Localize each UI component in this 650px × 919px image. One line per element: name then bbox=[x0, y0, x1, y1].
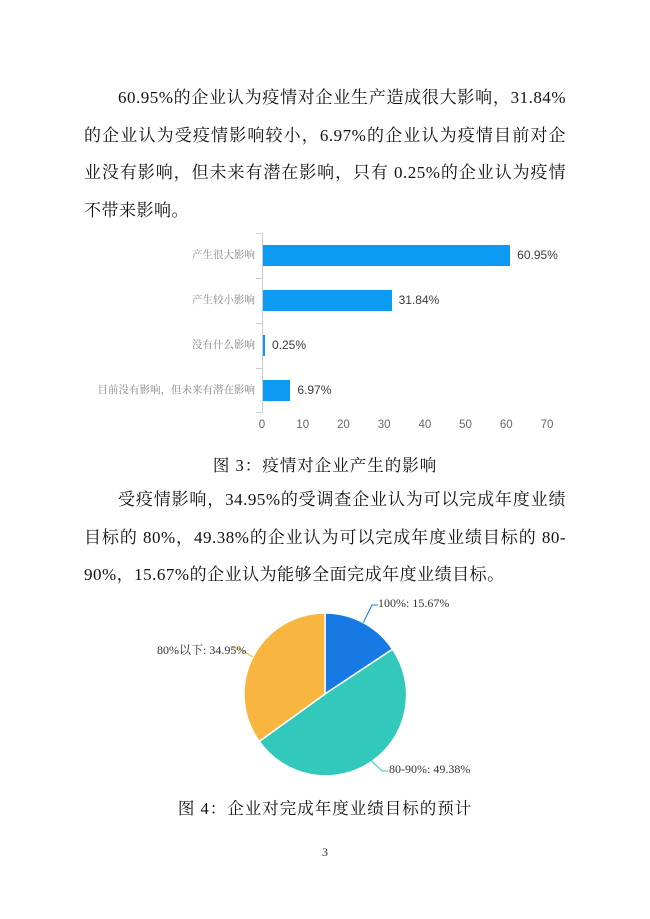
bar-value-label: 6.97% bbox=[297, 383, 332, 397]
pie-chart-canvas bbox=[120, 593, 540, 798]
category-axis-line bbox=[262, 233, 263, 413]
bar-category-label: 产生较小影响 bbox=[192, 294, 255, 306]
axis-tick bbox=[256, 368, 262, 369]
x-axis-tick-label: 50 bbox=[459, 419, 472, 431]
x-axis-tick-label: 60 bbox=[499, 419, 513, 431]
bar-value-label: 31.84% bbox=[398, 293, 440, 307]
figure-4-caption: 图 4：企业对完成年度业绩目标的预计 bbox=[177, 799, 473, 818]
axis-tick bbox=[256, 323, 262, 324]
bar-category-label: 目前没有影响，但未来有潜在影响 bbox=[97, 384, 255, 396]
axis-tick bbox=[256, 278, 262, 279]
axis-tick bbox=[256, 412, 262, 413]
bar-chart-figure-3 bbox=[0, 233, 650, 438]
x-axis-tick-label: 20 bbox=[337, 419, 350, 431]
x-axis-tick-label: 70 bbox=[540, 419, 554, 431]
bar bbox=[262, 380, 290, 401]
x-axis-tick-label: 0 bbox=[258, 419, 266, 431]
x-axis-tick-label: 40 bbox=[418, 419, 432, 431]
page-number: 3 bbox=[322, 845, 328, 859]
pie-leader-line bbox=[371, 761, 388, 771]
figure-3-caption: 图 3：疫情对企业产生的影响 bbox=[212, 456, 438, 475]
pie-chart-figure-4 bbox=[120, 593, 540, 798]
bar-category-label: 产生很大影响 bbox=[192, 249, 255, 261]
x-axis-tick-label: 10 bbox=[296, 419, 310, 431]
bar-value-label: 0.25% bbox=[272, 338, 307, 352]
bar bbox=[262, 245, 510, 266]
paragraph-impact-stats: 60.95%的企业认为疫情对企业生产造成很大影响，31.84%的企业认为受疫情影响较小，6.97%的企业认为疫情目前对企业没有影响，但未来有潜在影响，只有 0.25%的企业认为疫情不带来影响。 bbox=[84, 88, 566, 220]
pie-slice-label-below-80pct: 80%以下: 34.95% bbox=[157, 643, 247, 657]
pie-leader-line bbox=[363, 605, 378, 623]
pie-slice-label-80-90pct: 80-90%: 49.38% bbox=[389, 762, 471, 776]
pie-slice-label-100pct: 100%: 15.67% bbox=[378, 596, 450, 610]
axis-tick bbox=[256, 233, 262, 234]
bar-category-label: 没有什么影响 bbox=[192, 339, 255, 351]
bar bbox=[262, 290, 392, 311]
x-axis-tick-label: 30 bbox=[377, 419, 391, 431]
paragraph-target-stats: 受疫情影响，34.95%的受调查企业认为可以完成年度业绩目标的 80%，49.38%的企业认为可以完成年度业绩目标的 80-90%，15.67%的企业认为能够全面完成年度业绩目标。 bbox=[84, 490, 566, 584]
bar-value-label: 60.95% bbox=[517, 248, 558, 262]
